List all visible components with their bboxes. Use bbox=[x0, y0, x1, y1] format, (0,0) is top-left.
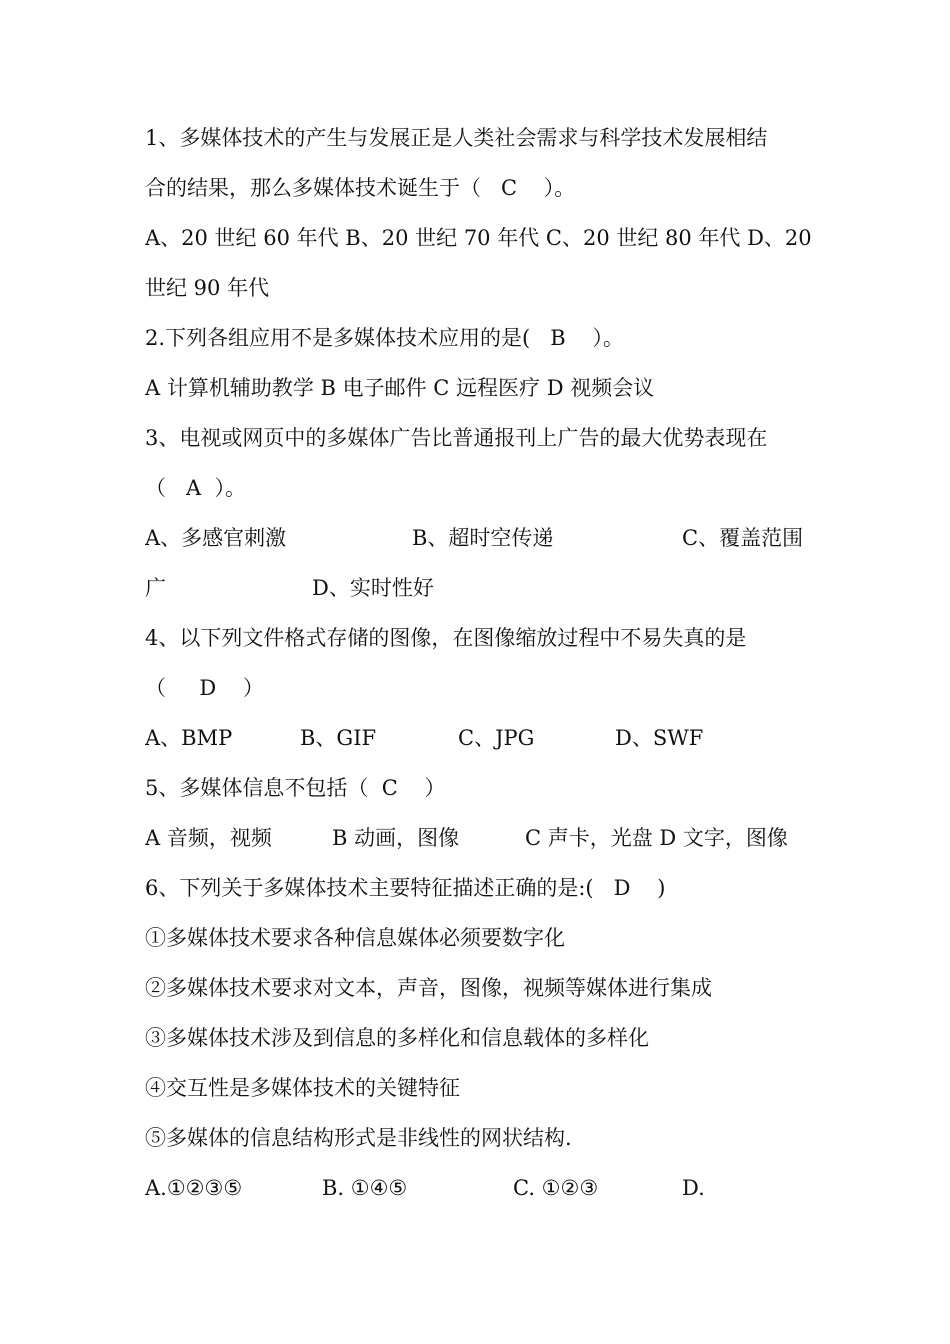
q3-option-c: C、覆盖范围 bbox=[682, 526, 804, 550]
q4-options bbox=[145, 722, 825, 754]
q4-stem-line-2: （ D ） bbox=[145, 676, 264, 700]
q5-options bbox=[145, 822, 825, 854]
q1-options-line-2: 世纪 90 年代 bbox=[145, 276, 270, 300]
q4-stem-line-1: 4、以下列文件格式存储的图像，在图像缩放过程中不易失真的是 bbox=[145, 626, 747, 650]
q3-option-a: A、多感官刺激 bbox=[145, 526, 287, 550]
q4-option-c: C、JPG bbox=[458, 726, 535, 750]
q3-option-c-continued: 广 bbox=[145, 576, 166, 600]
q6-statement-4: ④交互性是多媒体技术的关键特征 bbox=[145, 1076, 460, 1100]
q5-option-b: B 动画，图像 bbox=[332, 826, 460, 850]
q3-stem-line-2: （ A ）。 bbox=[145, 476, 247, 500]
q3-stem-line-1: 3、电视或网页中的多媒体广告比普通报刊上广告的最大优势表现在 bbox=[145, 426, 768, 450]
q4-option-b: B、GIF bbox=[300, 726, 377, 750]
q1-options-line-1: A、20 世纪 60 年代 B、20 世纪 70 年代 C、20 世纪 80 年代 D、20 bbox=[145, 226, 812, 250]
q2-options: A 计算机辅助教学 B 电子邮件 C 远程医疗 D 视频会议 bbox=[145, 376, 655, 400]
q6-option-c: C. ①②③ bbox=[513, 1176, 599, 1200]
q6-option-a: A.①②③⑤ bbox=[145, 1176, 243, 1200]
q4-option-d: D、SWF bbox=[615, 726, 704, 750]
q5-stem: 5、多媒体信息不包括（ C ） bbox=[145, 776, 446, 800]
q6-stem: 6、下列关于多媒体技术主要特征描述正确的是:( D ) bbox=[145, 876, 666, 900]
q1-stem-line-2: 合的结果，那么多媒体技术诞生于（ C ）。 bbox=[145, 176, 576, 200]
q1-stem-line-1: 1、多媒体技术的产生与发展正是人类社会需求与科学技术发展相结 bbox=[145, 126, 768, 150]
q6-statement-3: ③多媒体技术涉及到信息的多样化和信息载体的多样化 bbox=[145, 1026, 649, 1050]
q5-option-c-d: C 声卡，光盘 D 文字，图像 bbox=[525, 826, 788, 850]
q6-option-d: D. bbox=[682, 1176, 705, 1200]
q3-option-b: B、超时空传递 bbox=[412, 526, 554, 550]
q2-stem: 2.下列各组应用不是多媒体技术应用的是( B ）。 bbox=[145, 326, 624, 350]
q6-statement-2: ②多媒体技术要求对文本，声音，图像，视频等媒体进行集成 bbox=[145, 976, 712, 1000]
q3-options-line-2 bbox=[145, 572, 825, 604]
q6-statement-1: ①多媒体技术要求各种信息媒体必须要数字化 bbox=[145, 926, 565, 950]
q6-option-b: B. ①④⑤ bbox=[322, 1176, 408, 1200]
q6-options bbox=[145, 1172, 825, 1204]
q5-option-a: A 音频，视频 bbox=[145, 826, 272, 850]
q3-option-d: D、实时性好 bbox=[312, 576, 434, 600]
q3-options-line-1 bbox=[145, 522, 825, 554]
q6-statement-5: ⑤多媒体的信息结构形式是非线性的网状结构. bbox=[145, 1126, 572, 1150]
q4-option-a: A、BMP bbox=[145, 726, 233, 750]
